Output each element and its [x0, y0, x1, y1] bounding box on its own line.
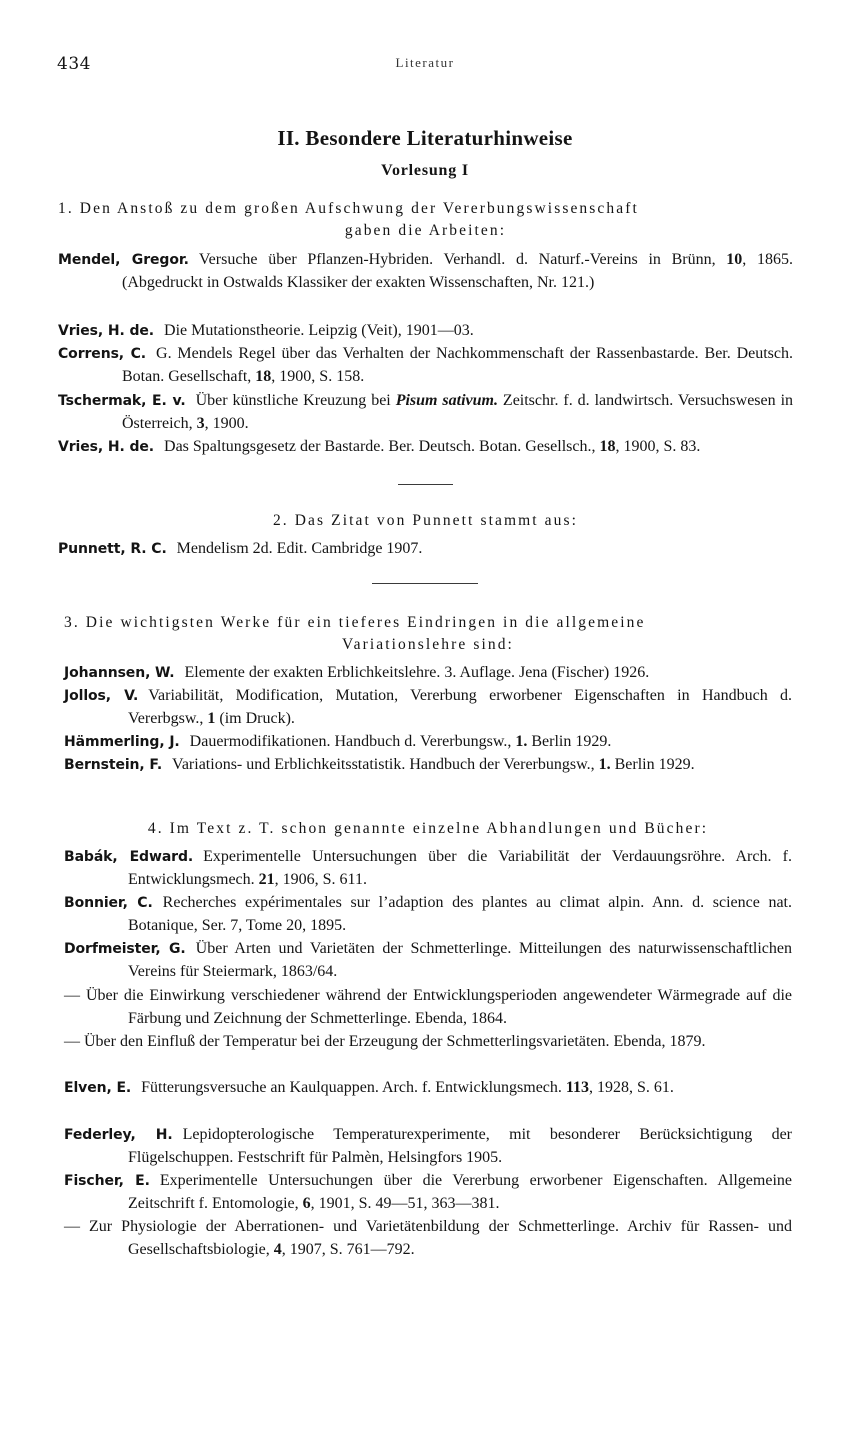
reference-author: Hämmerling, J. [64, 734, 180, 750]
intro-line: 4. Im Text z. T. schon genannte einzelne Abhandlungen und Bücher: [147, 820, 709, 837]
separator-rule [372, 583, 478, 584]
reference-author: Vries, H. de. [58, 439, 155, 455]
reference-entry [64, 662, 792, 685]
reference-text: Variabilität, Modification, Mutation, Vererbung erworbener Eigenschaften in Handbuch d. Vererbgsw., [128, 687, 793, 727]
reference-entry [64, 754, 792, 777]
reference-text: , 1865. (Abgedruckt in Ostwalds Klassiker der exakten Wissenschaften, Nr. 121.) [122, 251, 793, 291]
reference-entry [64, 1216, 792, 1261]
intro-line: 2. Das Zitat von Punnett stammt aus: [272, 512, 579, 529]
reference-text: (im Druck). [215, 709, 295, 727]
reference-text: — Über den Einfluß der Temperatur bei der Erzeugung der Schmetterlingsvarietäten. Ebenda, 1879. [64, 1033, 706, 1050]
reference-volume: 10 [726, 251, 743, 268]
intro-line: 3. Die wichtigsten Werke für ein tieferes Eindringen in die allgemeine [64, 614, 646, 631]
reference-text: Über künstliche Kreuzung bei [195, 392, 396, 409]
reference-text: Über Arten und Varietäten der Schmetterlinge. Mitteilungen des naturwissenschaftlichen Vereins für Steiermark, 1863/64. [128, 940, 792, 980]
reference-volume: 21 [258, 870, 275, 888]
reference-entry [64, 892, 792, 937]
group-3-intro [64, 612, 792, 656]
reference-volume: 113 [565, 1079, 590, 1096]
reference-text: Dauermodifikationen. Handbuch d. Vererbungsw., [189, 733, 516, 750]
reference-text: — Über die Einwirkung verschiedener während der Entwicklungsperioden angewendeter Wärmegrade auf die Färbung und Zeichnung der Schmetterlinge. Ebenda, 1864. [64, 987, 792, 1027]
group-2-intro [58, 510, 793, 532]
reference-author: Fischer, E. [64, 1173, 150, 1189]
reference-author: Dorfmeister, G. [64, 941, 186, 957]
reference-text: , 1907, S. 761—792. [281, 1240, 415, 1258]
reference-text: , 1900, S. 158. [271, 367, 365, 385]
reference-author: Mendel, Gregor. [58, 252, 189, 268]
reference-text: G. Mendels Regel über das Verhalten der Nachkommenschaft der Rassenbastarde. Ber. Deutsch. Botan. Gesellschaft, [122, 345, 793, 385]
reference-entry [58, 436, 793, 459]
reference-volume: 4 [273, 1240, 282, 1258]
reference-text: , 1901, S. 49—51, 363—381. [310, 1194, 500, 1212]
reference-entry [64, 846, 792, 891]
reference-volume: 6 [302, 1194, 311, 1212]
reference-text: Die Mutationstheorie. Leipzig (Veit), 1901—03. [164, 322, 474, 339]
intro-line: Variationslehre sind: [342, 636, 514, 653]
reference-text: , 1900, S. 83. [615, 438, 701, 455]
separator-rule [398, 484, 453, 485]
reference-author: Bonnier, C. [64, 895, 153, 911]
intro-line: 1. Den Anstoß zu dem großen Aufschwung der Vererbungswissenschaft [58, 200, 639, 217]
reference-entry [64, 1170, 792, 1215]
reference-entry [58, 249, 793, 294]
reference-text: Versuche über Pflanzen-Hybriden. Verhandl. d. Naturf.-Vereins in Brünn, [198, 251, 727, 268]
reference-entry [64, 985, 792, 1030]
reference-text: , 1900. [204, 414, 249, 432]
reference-text: Experimentelle Untersuchungen über die Variabilität der Verdauungsröhre. Arch. f. Entwicklungsmech. [128, 848, 792, 888]
reference-text: Berlin 1929. [527, 733, 612, 750]
reference-author: Bernstein, F. [64, 757, 163, 773]
reference-author: Federley, H. [64, 1127, 173, 1143]
reference-entry [64, 685, 792, 730]
reference-text: Experimentelle Untersuchungen über die Vererbung erworbener Eigenschaften. Allgemeine Zeitschrift f. Entomologie, [128, 1172, 792, 1212]
reference-text: Zeitschr. f. d. landwirtsch. Versuchswesen in Österreich, [122, 392, 794, 432]
reference-text: Mendelism 2d. Edit. Cambridge 1907. [176, 540, 423, 557]
reference-entry [58, 320, 793, 343]
reference-volume: 1. [515, 733, 528, 750]
group-4-intro [64, 818, 792, 840]
reference-text: Elemente der exakten Erblichkeitslehre. 3. Auflage. Jena (Fischer) 1926. [184, 664, 650, 681]
intro-line: gaben die Arbeiten: [344, 222, 507, 239]
reference-author: Babák, Edward. [64, 849, 194, 865]
reference-text: Fütterungsversuche an Kaulquappen. Arch. f. Entwicklungsmech. [141, 1079, 566, 1096]
reference-text: — Zur Physiologie der Aberrationen- und Varietätenbildung der Schmetterlinge. Archiv für Rassen- und Gesellschaftsbiologie, [64, 1218, 792, 1258]
reference-author: Vries, H. de. [58, 323, 155, 339]
section-subtitle: Vorlesung I [381, 162, 469, 179]
section-title: II. Besondere Literaturhinweise [277, 126, 573, 150]
running-header: Literatur [395, 55, 455, 70]
reference-author: Elven, E. [64, 1080, 132, 1096]
reference-entry [64, 938, 792, 983]
reference-text: Das Spaltungsgesetz der Bastarde. Ber. Deutsch. Botan. Gesellsch., [164, 438, 600, 455]
reference-author: Johannsen, W. [64, 665, 175, 681]
reference-volume: 18 [255, 367, 272, 385]
reference-entry [58, 343, 793, 388]
reference-text: , 1928, S. 61. [589, 1079, 674, 1096]
reference-entry [64, 1031, 792, 1054]
reference-author: Punnett, R. C. [58, 541, 167, 557]
reference-text: Variations- und Erblichkeitsstatistik. Handbuch der Vererbungsw., [172, 756, 599, 773]
reference-text: Berlin 1929. [610, 756, 695, 773]
reference-volume: 18 [599, 438, 616, 455]
reference-author: Tschermak, E. v. [58, 393, 186, 409]
reference-entry [64, 1124, 792, 1169]
reference-text: , 1906, S. 611. [274, 870, 367, 888]
reference-entry [58, 538, 793, 561]
reference-entry [64, 1077, 792, 1100]
group-1-intro [58, 198, 793, 242]
reference-text: Recherches expérimentales sur l’adaption des plantes au climat alpin. Ann. d. science nat. Botanique, Ser. 7, Tome 20, 1895. [128, 894, 792, 934]
reference-entry [58, 390, 793, 435]
reference-volume: 1 [207, 709, 216, 727]
reference-entry [64, 731, 792, 754]
reference-italic: Pisum sativum. [395, 392, 498, 409]
page-number: 434 [57, 54, 91, 74]
reference-author: Jollos, V. [64, 688, 139, 704]
reference-volume: 1. [598, 756, 611, 773]
reference-author: Correns, C. [58, 346, 147, 362]
reference-volume: 3 [196, 414, 205, 432]
reference-text: Lepidopterologische Temperaturexperimente, mit besonderer Berücksichtigung der Flügelschuppen. Festschrift für Palmèn, Helsingfors 1905. [128, 1126, 792, 1166]
